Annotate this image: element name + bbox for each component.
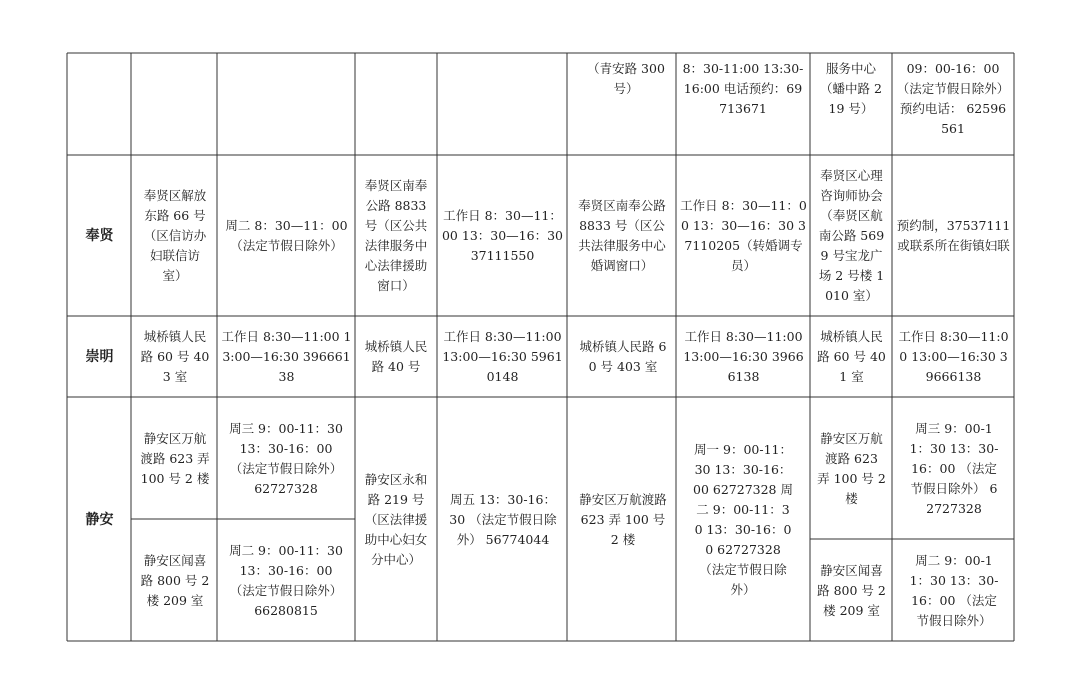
jingan-c7b: 静安区闻喜路 800 号 2 楼 209 室: [817, 562, 886, 618]
jingan-c4: 周五 13：30-16：30 （法定节假日除外） 56774044: [449, 491, 557, 547]
jingan-c1b: 静安区闻喜路 800 号 2 楼 209 室: [140, 552, 210, 608]
district-chongming: 崇明: [85, 349, 114, 365]
fengxian-c7: 奉贤区心理咨询师协会（奉贤区航南公路 5699 号宝龙广场 2 号楼 1010 室）: [818, 168, 885, 303]
jingan-c5: 静安区万航渡路 623 弄 100 号 2 楼: [579, 491, 667, 547]
chongming-c2: 工作日 8:30—11:00 13:00—16:30 39666138: [221, 329, 352, 384]
chongming-c5: 城桥镇人民路 60 号 403 室: [579, 339, 667, 374]
chongming-c8: 工作日 8:30—11:00 13:00—16:30 39666138: [898, 329, 1009, 384]
fengxian-c2: 周二 8：30—11：00 （法定节假日除外）: [225, 218, 348, 253]
top-c7: 服务中心 （蟠中路 219 号）: [820, 61, 882, 116]
chongming-c1: 城桥镇人民路 60 号 403 室: [140, 329, 210, 384]
chongming-c6: 工作日 8:30—11:00 13:00—16:30 39666138: [683, 329, 804, 384]
chongming-c4: 工作日 8:30—11:00 13:00—16:30 59610148: [442, 329, 563, 384]
top-c6: 8：30-11:00 13:30-16:00 电话预约：69713671: [682, 61, 804, 116]
fengxian-c8: 预约制，37537111 或联系所在街镇妇联: [896, 218, 1011, 253]
jingan-c8a: 周三 9：00-11：30 13：30-16：00 （法定节假日除外） 62727328: [909, 420, 999, 516]
jingan-c2b: 周二 9：00-11：30 13：30-16：00 （法定节假日除外） 66280815: [229, 542, 343, 618]
district-jingan: 静安: [85, 511, 114, 528]
jingan-c1a: 静安区万航渡路 623 弄 100 号 2 楼: [140, 430, 210, 486]
fengxian-c1: 奉贤区解放东路 66 号（区信访办妇联信访室）: [143, 188, 207, 283]
jingan-c8b: 周二 9：00-11：30 13：30-16：00 （法定节假日除外）: [909, 552, 999, 628]
fengxian-c3: 奉贤区南奉公路 8833 号（区公共法律服务中心法律援助窗口）: [364, 178, 428, 293]
fengxian-c4: 工作日 8：30—11：00 13：30—16：30 37111550: [441, 208, 563, 263]
fengxian-c5: 奉贤区南奉公路 8833 号（区公共法律服务中心婚调窗口）: [578, 198, 666, 273]
chongming-c3: 城桥镇人民路 40 号: [364, 339, 428, 374]
jingan-c7a: 静安区万航渡路 623 弄 100 号 2 楼: [817, 430, 886, 506]
fengxian-c6: 工作日 8：30—11：00 13：30—16：30 37110205（转婚调专员）: [680, 198, 807, 273]
district-fengxian: 奉贤: [85, 228, 114, 244]
top-c5: （青安路 300 号）: [587, 61, 665, 96]
chongming-c7: 城桥镇人民路 60 号 401 室: [817, 329, 886, 384]
jingan-c2a: 周三 9：00-11：30 13：30-16：00 （法定节假日除外） 62727328: [229, 420, 343, 496]
top-c8: 09：00-16：00 （法定节假日除外） 预约电话： 62596561: [896, 61, 1010, 136]
jingan-c3: 静安区永和路 219 号（区法律援助中心妇女分中心）: [364, 471, 428, 567]
jingan-c6: 周一 9：00-11：30 13：30-16：00 62727328 周二 9：00-11：30 13：30-16：00 62727328 （法定节假日除外）: [693, 441, 793, 597]
